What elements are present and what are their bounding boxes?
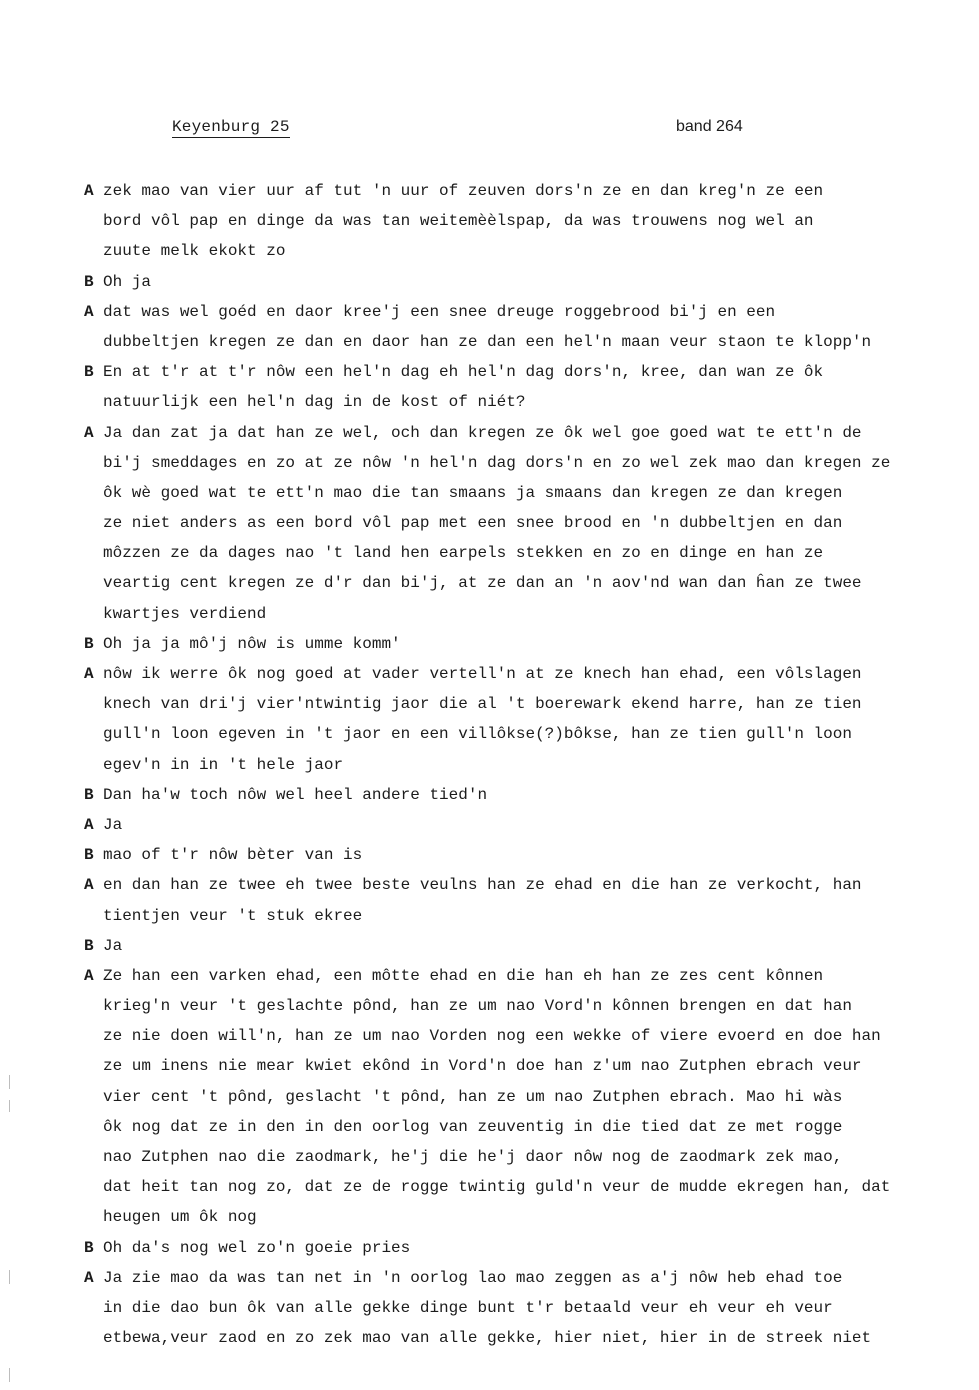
document-title-text: Keyenburg 25 (172, 118, 290, 136)
transcript-line (84, 1172, 944, 1202)
line-text: Oh ja ja mô'j nôw is umme komm' (103, 634, 401, 653)
transcript-line (84, 267, 944, 297)
line-text: nôw ik werre ôk nog goed at vader vertell'n at ze knech han ehad, een vôlslagen (103, 665, 862, 683)
speaker-label: A (84, 665, 94, 683)
speaker-label: A (84, 876, 94, 895)
transcript-line (84, 1263, 944, 1293)
line-text: En at t'r at t'r nôw een hel'n dag eh hel'n dag dors'n, kree, dan wan ze ôk (103, 363, 824, 382)
transcript-line (84, 297, 944, 327)
transcript-line (84, 1112, 944, 1142)
line-text: mao of t'r nôw bèter van is (103, 846, 363, 865)
transcript-line (84, 568, 944, 598)
transcript-line (84, 418, 944, 448)
transcript-line (84, 840, 944, 870)
transcript-line (84, 961, 944, 991)
transcript-line (84, 1202, 944, 1232)
margin-mark (9, 1368, 10, 1382)
speaker-label: B (84, 363, 94, 382)
line-text: môzzen ze da dages nao 't land hen earpels stekken en zo en dinge en han ze (103, 544, 824, 563)
line-text: Ja (103, 815, 123, 834)
line-text: egev'n in in 't hele jaor (103, 755, 344, 774)
transcript-line (84, 327, 944, 357)
line-text: veartig cent kregen ze d'r dan bi'j, at ze dan an 'n aov'nd wan dan ĥan ze twee (103, 574, 862, 593)
line-text: dubbeltjen kregen ze dan en daor han ze dan een hel'n maan veur staon te klopp'n (103, 332, 872, 351)
line-text: heugen um ôk nog (103, 1208, 257, 1227)
transcript-line (84, 448, 944, 478)
line-text: nao Zutphen nao die zaodmark, he'j die he'j daor nôw nog de zaodmark zek mao, (103, 1148, 843, 1166)
speaker-label: A (84, 423, 94, 442)
line-text: natuurlijk een hel'n dag in de kost of niét? (103, 393, 526, 412)
transcript-line (84, 901, 944, 931)
transcript-line (84, 1233, 944, 1263)
speaker-label: A (84, 1268, 94, 1287)
speaker-label: A (84, 966, 94, 985)
line-text: tientjen veur 't stuk ekree (103, 906, 363, 925)
line-text: etbewa,veur zaod en zo zek mao van alle gekke, hier niet, hier in de streek niet (103, 1329, 872, 1348)
line-text: zuute melk ekokt zo (103, 242, 286, 261)
line-text: zek mao van vier uur af tut 'n uur of zeuven dors'n ze en dan kreg'n ze een (103, 182, 824, 200)
transcript-line (84, 750, 944, 780)
margin-mark (9, 1075, 10, 1089)
transcript-line (84, 478, 944, 508)
transcript-line (84, 780, 944, 810)
transcript-line (84, 991, 944, 1021)
transcript-line (84, 931, 944, 961)
line-text: Dan ha'w toch nôw wel heel andere tied'n (103, 785, 488, 804)
line-text: ze nie doen will'n, han ze um nao Vorden nog een wekke of viere evoerd en doe han (103, 1027, 881, 1046)
transcript-line (84, 387, 944, 417)
transcript-line (84, 689, 944, 719)
transcript-line (84, 1021, 944, 1051)
line-text: Oh da's nog wel zo'n goeie pries (103, 1238, 411, 1257)
line-text: vier cent 't pônd, geslacht 't pônd, han ze um nao Zutphen ebrach. Mao hi wàs (103, 1087, 843, 1106)
line-text: bi'j smeddages en zo at ze nôw 'n hel'n dag dors'n en zo wel zek mao dan kregen ze (103, 453, 891, 472)
transcript-line (84, 599, 944, 629)
transcript-line (84, 629, 944, 659)
line-text: en dan han ze twee eh twee beste veulns han ze ehad en die han ze verkocht, han (103, 876, 862, 895)
transcript-line (84, 538, 944, 568)
line-text: Ze han een varken ehad, een môtte ehad en die han eh han ze zes cent kônnen (103, 966, 824, 985)
transcript-line (84, 206, 944, 236)
line-text: Ja (103, 936, 123, 955)
band-number: band 264 (676, 118, 743, 135)
document-title (172, 118, 290, 136)
transcript-line (84, 1293, 944, 1323)
line-text: Ja dan zat ja dat han ze wel, och dan kregen ze ôk wel goe goed wat te ett'n de (103, 423, 862, 442)
transcript-line (84, 236, 944, 266)
margin-mark (9, 1100, 10, 1112)
transcript-line (84, 1323, 944, 1353)
line-text: dat heit tan nog zo, dat ze de rogge twintig guld'n veur de mudde ekregen han, dat (103, 1178, 891, 1197)
speaker-label: B (84, 846, 94, 865)
transcript-line (84, 870, 944, 900)
transcript-line (84, 357, 944, 387)
line-text: ôk nog dat ze in den in den oorlog van zeuventig in die tied dat ze met rogge (103, 1117, 843, 1136)
line-text: bord vôl pap en dinge da was tan weitemèèlspap, da was trouwens nog wel an (103, 212, 814, 231)
line-text: kwartjes verdiend (103, 604, 267, 623)
speaker-label: A (84, 302, 94, 321)
line-text: ze niet anders as een bord vôl pap met een snee brood en 'n dubbeltjen en dan (103, 514, 843, 533)
line-text: ôk wè goed wat te ett'n mao die tan smaans ja smaans dan kregen ze dan kregen (103, 483, 843, 502)
line-text: in die dao bun ôk van alle gekke dinge bunt t'r betaald veur eh veur eh veur (103, 1298, 833, 1317)
transcript-line (84, 1051, 944, 1081)
speaker-label: B (84, 936, 94, 955)
speaker-label: B (84, 634, 94, 653)
transcript-line (84, 659, 944, 689)
margin-mark (9, 1270, 10, 1284)
transcript-line (84, 1082, 944, 1112)
speaker-label: A (84, 815, 94, 834)
speaker-label: B (84, 272, 94, 291)
line-text: Ja zie mao da was tan net in 'n oorlog lao mao zeggen as a'j nôw heb ehad toe (103, 1268, 843, 1287)
transcript-line (84, 810, 944, 840)
transcript-body (84, 176, 944, 1353)
line-text: Oh ja (103, 272, 152, 291)
line-text: knech van dri'j vier'ntwintig jaor die al 't boerewark ekend harre, han ze tien (103, 695, 862, 714)
speaker-label: A (84, 182, 94, 200)
transcript-line (84, 719, 944, 749)
transcript-line (84, 1142, 944, 1172)
line-text: ze um inens nie mear kwiet ekônd in Vord'n doe han z'um nao Zutphen ebrach veur (103, 1057, 862, 1076)
speaker-label: B (84, 1238, 94, 1257)
speaker-label: B (84, 785, 94, 804)
transcript-line (84, 176, 944, 206)
line-text: dat was wel goéd en daor kree'j een snee dreuge roggebrood bi'j en een (103, 302, 776, 321)
line-text: gull'n loon egeven in 't jaor en een villôkse(?)bôkse, han ze tien gull'n loon (103, 725, 852, 744)
line-text: krieg'n veur 't geslachte pônd, han ze um nao Vord'n kônnen brengen en dat han (103, 997, 852, 1016)
transcript-line (84, 508, 944, 538)
